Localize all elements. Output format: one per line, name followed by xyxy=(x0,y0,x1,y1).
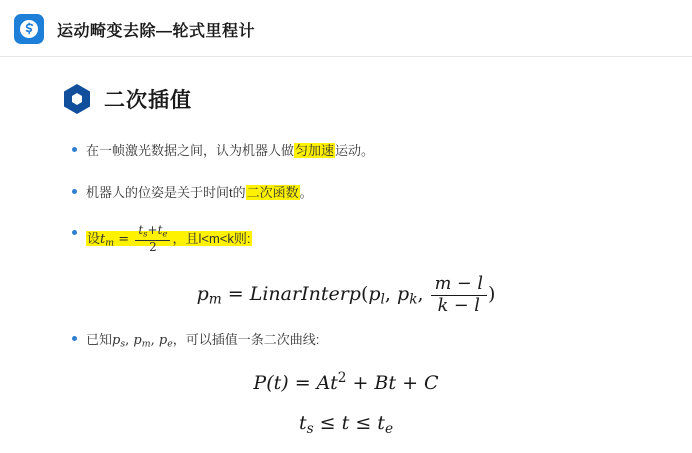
eq1-lhs-sub: m xyxy=(208,292,222,309)
eq1-frac-numerator: m − l xyxy=(434,274,483,295)
time-range-equation xyxy=(30,412,662,437)
eq1-frac-denominator: k − l xyxy=(431,295,487,316)
eq2-plus2: + xyxy=(402,371,418,394)
numerator-plus: + xyxy=(147,223,158,237)
formula-numerator xyxy=(135,224,170,240)
numerator-sub-e: e xyxy=(162,229,168,240)
formula-sub-m: m xyxy=(105,237,115,249)
eq3-t: t xyxy=(341,411,350,434)
bullet-dot-icon xyxy=(72,336,77,341)
eq2-equals: = xyxy=(294,371,311,394)
eq3-ts: t xyxy=(298,411,307,434)
bullet-3-formula-group xyxy=(86,223,252,255)
eq2-coef-a: A xyxy=(316,371,331,394)
eq2-plus1: + xyxy=(352,371,369,394)
eq3-ts-sub: s xyxy=(306,420,314,437)
bullet-3-suffix: ，且l<m<k则: xyxy=(172,230,251,246)
formula-fraction xyxy=(135,224,170,254)
page-header xyxy=(0,0,692,57)
eq3-te-sub: e xyxy=(384,420,394,437)
bullet-2-highlight: 二次函数 xyxy=(246,184,299,200)
eq2-coef-c: C xyxy=(424,371,439,394)
formula-var-t: t xyxy=(100,231,106,247)
eq1-function-name: LinarInterp xyxy=(249,283,361,306)
bullet-list xyxy=(30,141,662,254)
bullet-1-highlight: 匀加速 xyxy=(295,143,335,158)
bullet-1-text-a: 在一帧激光数据之间，认为机器人做 xyxy=(86,143,295,158)
bullet-1-text-b: 运动。 xyxy=(335,143,375,158)
bullet-dot-icon xyxy=(72,189,77,194)
eq1-arg1: p xyxy=(368,283,381,306)
formula-denominator: 2 xyxy=(135,240,170,254)
slide-content xyxy=(0,57,692,436)
linear-interp-equation: $p_m$ = $LinarInterp(p_l$, $p_k$, $\frac{m - l}{k - l}$ ) xyxy=(196,274,496,316)
s-logo-icon xyxy=(14,14,44,44)
bullet-dot-icon xyxy=(72,147,77,152)
bullet-2-text-b: 。 xyxy=(299,184,313,200)
eq1-fraction xyxy=(431,274,487,316)
eq1-equals: = xyxy=(227,283,244,306)
page-title: 运动畸变去除—轮式里程计 xyxy=(57,22,256,40)
eq1-arg2: p xyxy=(397,283,410,306)
eq1-arg1-sub: l xyxy=(380,292,385,309)
bullet-dot-icon xyxy=(72,230,77,235)
eq2-coef-b: B xyxy=(374,371,389,394)
bullet-item-1 xyxy=(30,141,662,161)
bullet-2-text-a: 机器人的位姿是关于时间t的 xyxy=(86,184,246,200)
quadratic-equation xyxy=(30,370,662,394)
formula-equals: = xyxy=(118,231,130,247)
eq2-lhs: P(t) xyxy=(253,371,289,394)
bullet-item-2 xyxy=(30,183,662,203)
eq2-exponent: 2 xyxy=(337,369,347,386)
numerator-t-e: t xyxy=(157,223,163,237)
numerator-sub-s: s xyxy=(143,229,148,240)
bullet-3-inline-formula xyxy=(100,223,172,255)
hexagon-icon xyxy=(62,83,92,115)
eq3-le1: ≤ xyxy=(319,411,336,434)
bullet-3-prefix: 设 xyxy=(87,230,101,246)
bullet-4-suffix: ，可以插值一条二次曲线: xyxy=(172,332,320,348)
eq2-t2: t xyxy=(388,371,397,394)
section-title: 二次插值 xyxy=(104,89,192,112)
eq3-te: t xyxy=(377,411,385,434)
eq3-le2: ≤ xyxy=(355,411,372,434)
section-header xyxy=(62,83,662,115)
bullet-4-vars: $p_s$, $p_m$, $p_e$ xyxy=(112,333,173,350)
numerator-t-s: t xyxy=(138,223,144,237)
bullet-list-2 xyxy=(30,330,662,352)
eq1-arg2-sub: k xyxy=(409,292,418,309)
bullet-item-4 xyxy=(30,330,662,352)
eq1-lhs-var: p xyxy=(196,283,209,306)
eq2-t1: t xyxy=(330,371,338,394)
bullet-item-3 xyxy=(30,224,662,254)
bullet-4-prefix: 已知 xyxy=(86,332,113,348)
